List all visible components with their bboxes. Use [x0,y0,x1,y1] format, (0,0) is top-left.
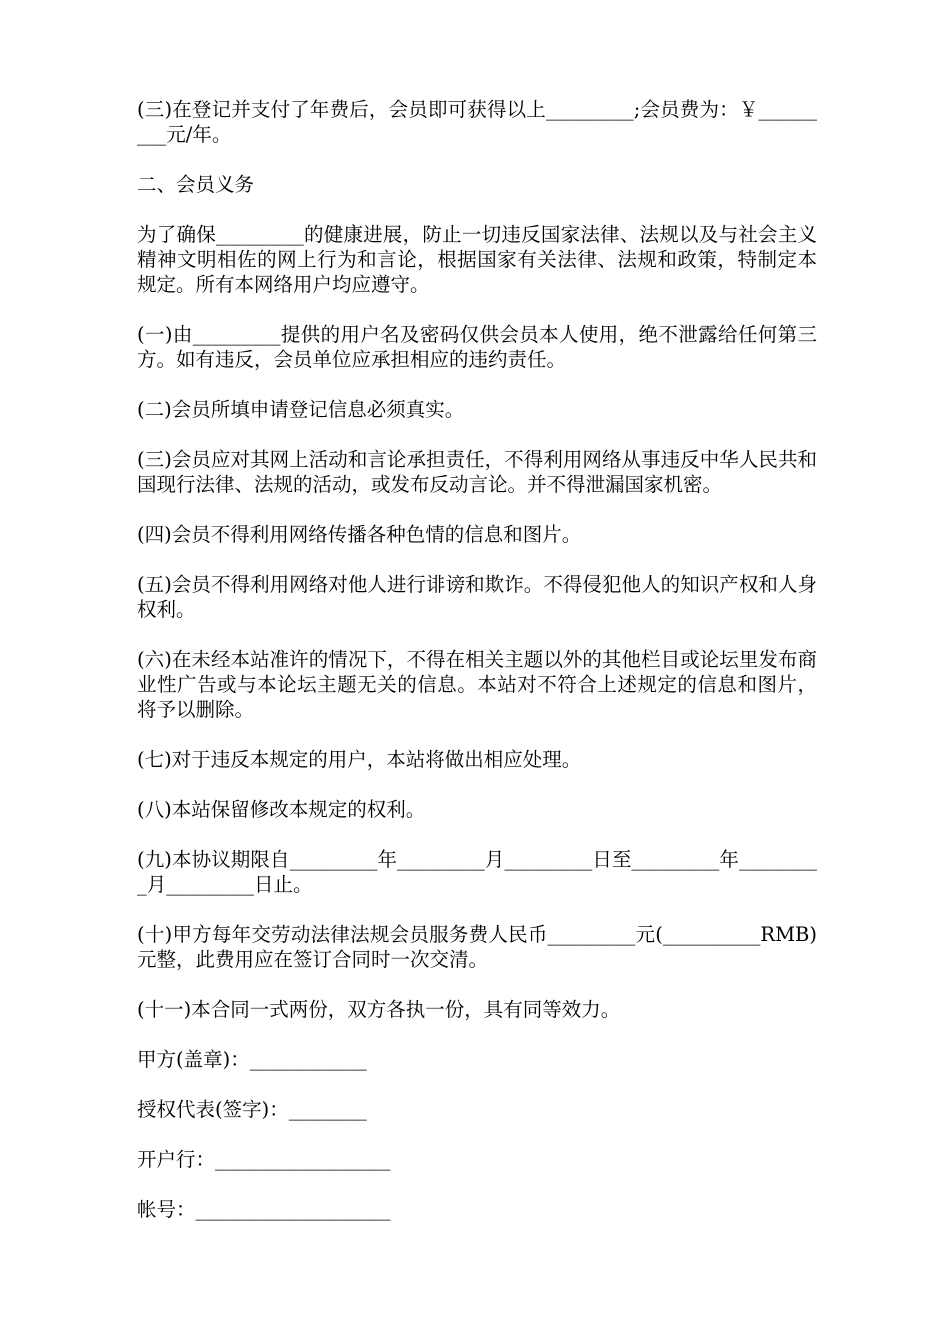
signature-account-number: 帐号：____________________ [137,1198,391,1221]
obligations-preamble: 为了确保_________的健康进展，防止一切违反国家法律、法规以及与社会主义精神文明相佐的网上行为和言论，根据国家有关法律、法规和政策，特制定本规定。所有本网络用户均应遵守。 [137,223,817,296]
document-page [137,97,817,1247]
signature-party-a-seal: 甲方(盖章)：____________ [137,1048,367,1071]
clause-5: (五)会员不得利用网络对他人进行诽谤和欺诈。不得侵犯他人的知识产权和人身权利。 [137,573,817,621]
clause-8: (八)本站保留修改本规定的权利。 [137,798,426,821]
clause-6: (六)在未经本站准许的情况下，不得在相关主题以外的其他栏目或论坛里发布商业性广告或与本论坛主题无关的信息。本站对不符合上述规定的信息和图片，将予以删除。 [137,648,817,721]
signature-authorized-rep: 授权代表(签字)：________ [137,1098,367,1121]
clause-3: (三)会员应对其网上活动和言论承担责任，不得利用网络从事违反中华人民共和国现行法律、法规的活动，或发布反动言论。并不得泄漏国家机密。 [137,448,817,496]
clause-11-copies: (十一)本合同一式两份，双方各执一份，具有同等效力。 [137,998,621,1021]
clause-2: (二)会员所填申请登记信息必须真实。 [137,398,465,421]
signature-bank: 开户行：__________________ [137,1148,391,1171]
clause-4: (四)会员不得利用网络传播各种色情的信息和图片。 [137,523,582,546]
clause-7: (七)对于违反本规定的用户，本站将做出相应处理。 [137,748,582,771]
section-heading-member-obligations: 二、会员义务 [137,173,255,196]
clause-9-term: (九)本协议期限自_________年_________月_________日至_________年_________月_________日止。 [137,848,817,896]
clause-10-fee: (十)甲方每年交劳动法律法规会员服务费人民币_________元(__________RMB)元整，此费用应在签订合同时一次交清。 [137,923,817,971]
clause-membership-fee: (三)在登记并支付了年费后，会员即可获得以上_________;会员费为：￥_________元/年。 [137,98,817,146]
clause-1: (一)由_________提供的用户名及密码仅供会员本人使用，绝不泄露给任何第三方。如有违反，会员单位应承担相应的违约责任。 [137,323,817,371]
